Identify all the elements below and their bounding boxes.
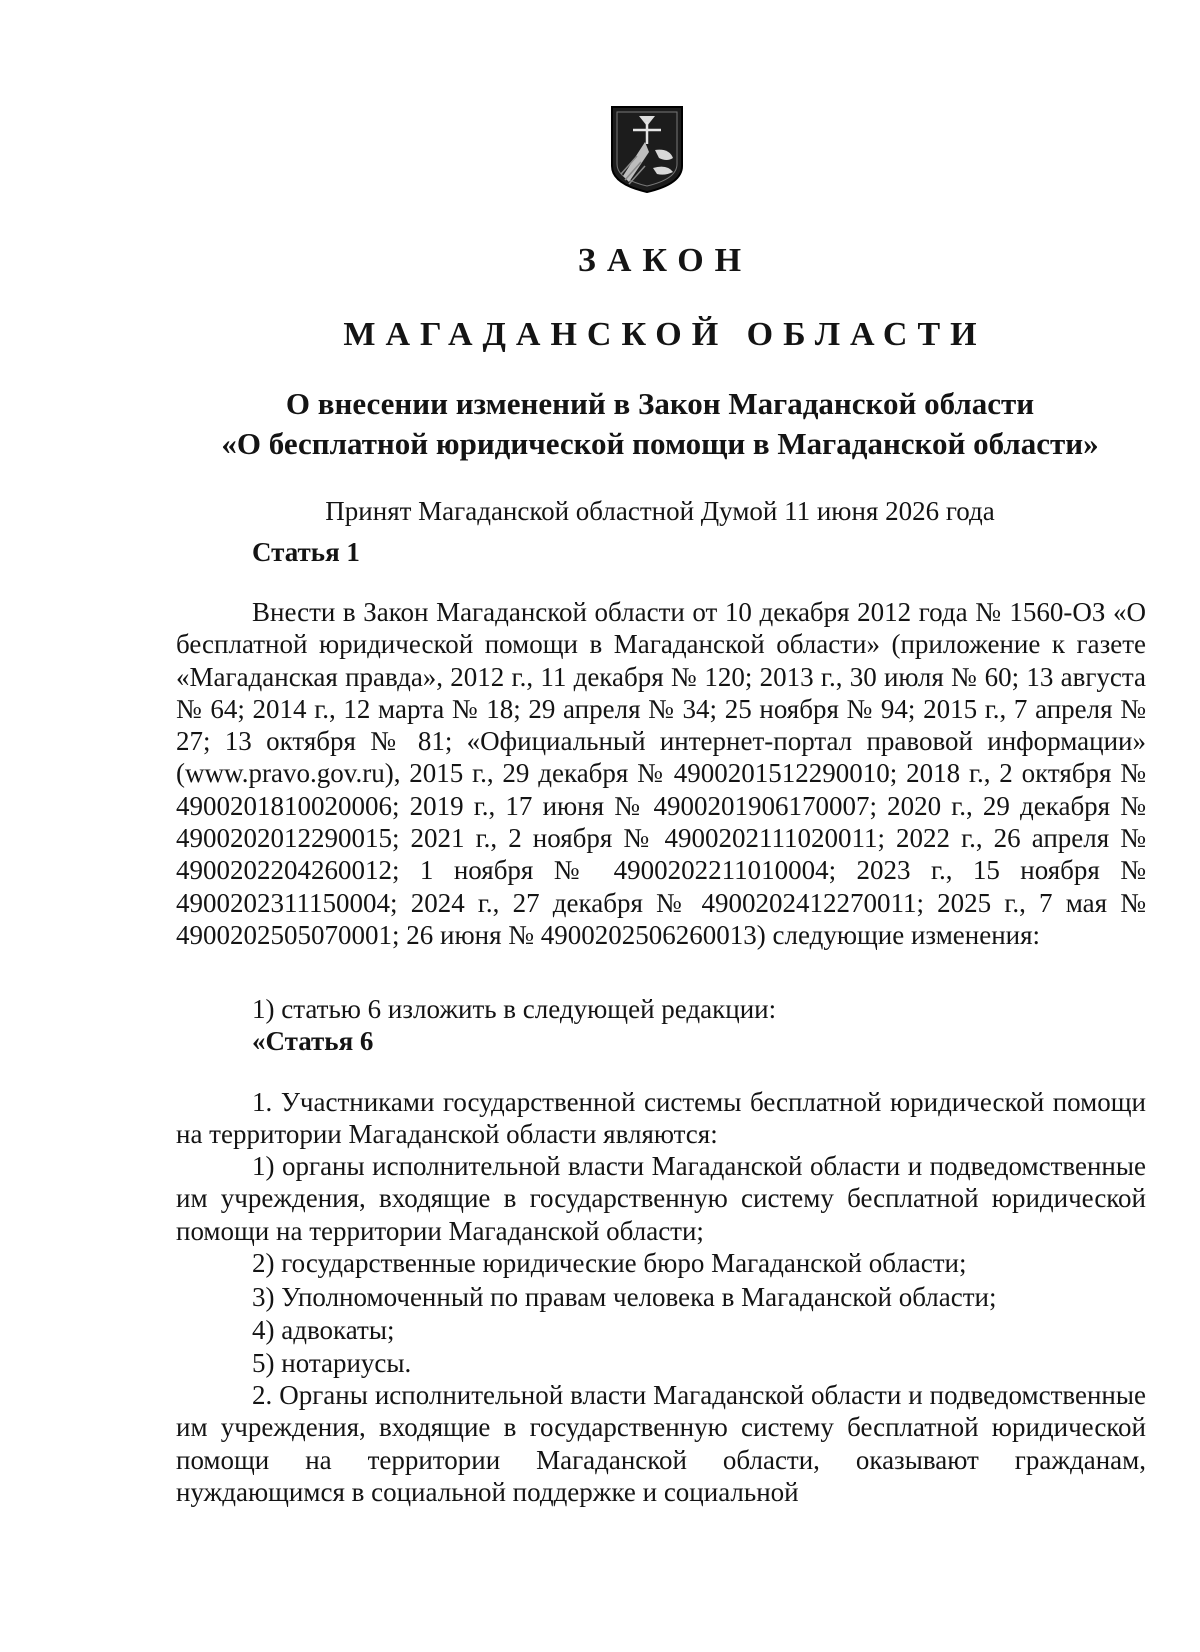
law-title [150,384,1170,464]
law-heading: ЗАКОН [577,242,753,279]
adoption-note: Принят Магаданской областной Думой 11 июня 2026 года [325,496,995,526]
article-6-item-3: 3) Уполномоченный по правам человека в Магаданской области; [252,1282,997,1312]
region-heading: МАГАДАНСКОЙ ОБЛАСТИ [343,316,987,353]
article-6-item-1: 1) органы исполнительной власти Магаданской области и подведомственные им учреждения, входящие в государственную систему бесплатной юридической помощи на территории Магаданской области; [176,1151,1146,1246]
amendment-item-1: 1) статью 6 изложить в следующей редакции: [252,994,777,1024]
law-title-line-2: «О бесплатной юридической помощи в Магаданской области» [221,426,1099,461]
article-6-paragraph-1: 1. Участниками государственной системы бесплатной юридической помощи на территории Магаданской области являются: [176,1087,1146,1150]
article-6-paragraph-2: 2. Органы исполнительной власти Магаданской области и подведомственные им учреждения, входящие в государственную систему бесплатной юридической помощи на территории Магаданской области, оказывают гражданам, нуждающимся в социальной поддержке и социальной [176,1380,1146,1507]
article-1-intro-paragraph: Внести в Закон Магаданской области от 10 декабря 2012 года № 1560-ОЗ «О бесплатной юридической помощи в Магаданской области» (приложение к газете «Магаданская правда», 2012 г., 11 декабря № 120; 2013 г., 30 июля № 60; 13 августа № 64; 2014 г., 12 марта № 18; 29 апреля № 34; 25 ноября № 94; 2015 г., 7 апреля № 27; 13 октября № 81; «Официальный интернет-портал правовой информации» (www.pravo.gov.ru), 2015 г., 29 декабря № 4900201512290010; 2018 г., 2 октября № 4900201810020006; 2019 г., 17 июня № 4900201906170007; 2020 г., 29 декабря № 4900202012290015; 2021 г., 2 ноября № 4900202111020011; 2022 г., 26 апреля № 4900202204260012; 1 ноября № 4900202211010004; 2023 г., 15 ноября № 4900202311150004; 2024 г., 27 декабря № 4900202412270011; 2025 г., 7 мая № 4900202505070001; 26 июня № 4900202506260013) следующие изменения: [176,597,1146,950]
coat-of-arms-emblem [609,104,685,194]
article-6-quote-heading: «Статья 6 [252,1026,374,1056]
article-6-item-2: 2) государственные юридические бюро Магаданской области; [252,1248,967,1278]
article-1-heading: Статья 1 [252,537,360,567]
article-6-item-4: 4) адвокаты; [252,1315,395,1345]
law-title-line-1: О внесении изменений в Закон Магаданской области [285,386,1035,421]
article-6-item-5: 5) нотариусы. [252,1348,412,1378]
